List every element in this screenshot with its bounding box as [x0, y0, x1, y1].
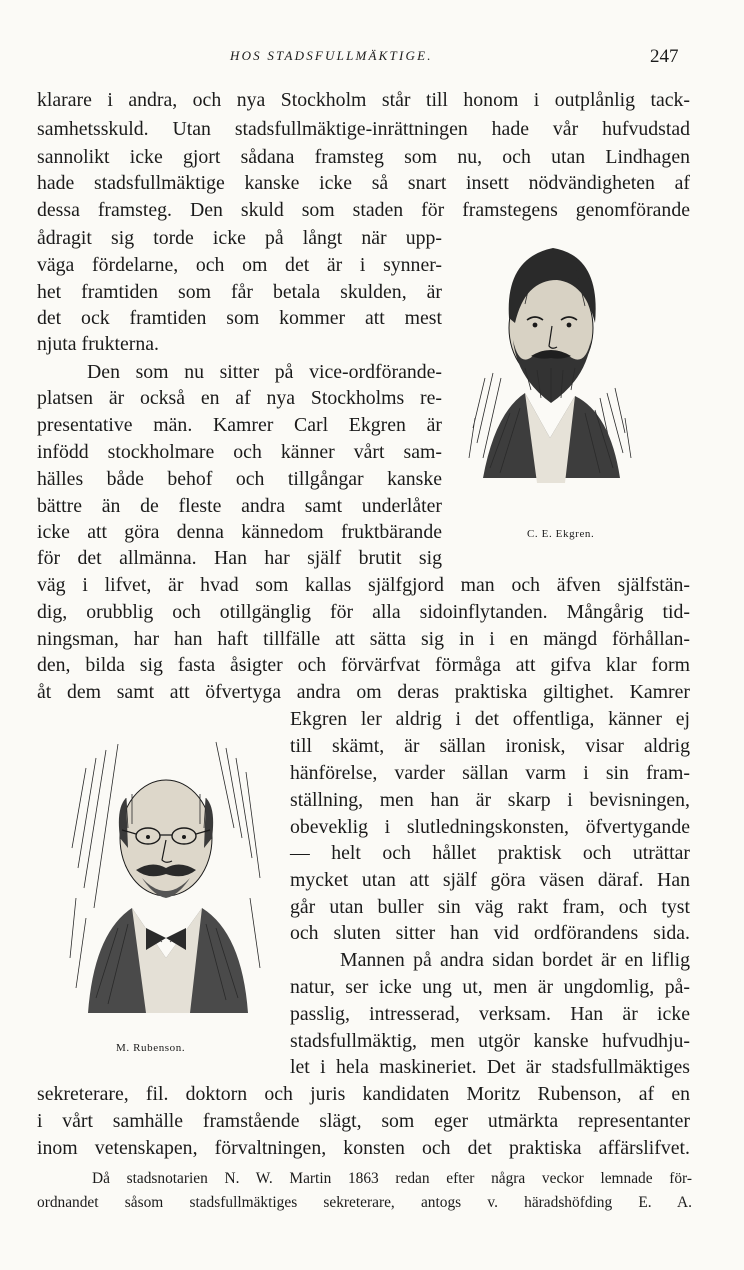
- text-line: sannolikt icke gjort sådana framsteg som nu, och utan Lindhagen: [37, 146, 690, 168]
- running-title: HOS STADSFULLMÄKTIGE.: [230, 48, 433, 63]
- rubenson-head: [119, 780, 213, 896]
- text-line: och sluten sitter han vid ordförandens sida.: [290, 922, 690, 944]
- text-line: dig, orubblig och otillgänglig för alla sidoinflytanden. Mångårig tid-: [37, 601, 690, 623]
- text-line: det ock framtiden som kommer att mest: [37, 307, 442, 329]
- text-line: går utan buller sin väg rakt fram, och tyst: [290, 896, 690, 918]
- text-line: platsen är också en af nya Stockholms re-: [37, 387, 442, 409]
- text-line: i vårt samhälle framstående slägt, som eger utmärkta representanter: [37, 1110, 690, 1132]
- text-line: sekreterare, fil. doktorn och juris kandidaten Moritz Rubenson, af en: [37, 1083, 690, 1105]
- text-line: till skämt, är sällan ironisk, visar aldrig: [290, 735, 690, 757]
- text-line: mycket utan att själf göra väsen däraf. Han: [290, 869, 690, 891]
- text-line: icke att göra denna kännedom fruktbärande: [37, 521, 442, 543]
- text-line: för det allmänna. Han har själf brutit sig: [37, 547, 442, 569]
- text-line: samhetsskuld. Utan stadsfullmäktige-inrättningen hade vår hufvudstad: [37, 118, 690, 140]
- text-line: ningsman, har han haft tillfälle att sätta sig in i en mängd förhållan-: [37, 628, 690, 650]
- ekgren-portrait-engraving: [465, 228, 635, 508]
- footnote-line: Då stadsnotarien N. W. Martin 1863 redan efter några veckor lemnade för-: [92, 1170, 692, 1187]
- text-line: njuta frukterna.: [37, 333, 159, 355]
- text-line: väg i lifvet, är hvad som kallas själfgjord man och äfven själfstän-: [37, 574, 690, 596]
- text-line: hänförelse, varder sällan varm i sin fram-: [290, 762, 690, 784]
- text-line: ställning, men han är skarp i bevisningen,: [290, 789, 690, 811]
- text-line: presentative män. Kamrer Carl Ekgren är: [37, 414, 442, 436]
- text-line: ådragit sig torde icke på långt när upp-: [37, 227, 442, 249]
- text-line: bättre än de fleste andra samt underlåter: [37, 495, 442, 517]
- rubenson-portrait-engraving: [66, 728, 266, 1020]
- rubenson-caption: M. Rubenson.: [116, 1042, 186, 1054]
- text-line: åt dem samt att öfvertyga andra om deras praktiska giltighet. Kamrer: [37, 681, 690, 703]
- ekgren-coat: [483, 393, 620, 483]
- rubenson-coat: [88, 908, 248, 1013]
- text-line: Den som nu sitter på vice-ordförande-: [87, 361, 442, 383]
- text-line: klarare i andra, och nya Stockholm står till honom i outplånlig tack-: [37, 89, 690, 111]
- text-line: — helt och hållet praktisk och uträttar: [290, 842, 690, 864]
- text-line: let i hela maskineriet. Det är stadsfullmäktiges: [290, 1056, 690, 1078]
- text-line: Mannen på andra sidan bordet är en liflig: [340, 949, 690, 971]
- text-line: obeveklig i slutledningskonsten, öfvertygande: [290, 816, 690, 838]
- ekgren-caption: C. E. Ekgren.: [527, 528, 595, 540]
- text-line: inom vetenskapen, förvaltningen, konsten och det praktiska affärslifvet.: [37, 1137, 690, 1159]
- text-line: natur, ser icke ung ut, men är ungdomlig, på-: [290, 976, 690, 998]
- footnote-line: ordnandet såsom stadsfullmäktiges sekreterare, antogs v. häradshöfding E. A.: [37, 1194, 692, 1211]
- text-line: hade stadsfullmäktige kanske icke så snart insett nödvändigheten af: [37, 172, 690, 194]
- text-line: väga fördelarne, och om det är i synner-: [37, 254, 442, 276]
- page-number: 247: [650, 46, 679, 67]
- text-line: het framtiden som får betala skulden, är: [37, 281, 442, 303]
- text-line: infödd stockholmare och känner vårt sam-: [37, 441, 442, 463]
- text-line: Ekgren ler aldrig i det offentliga, känner ej: [290, 708, 690, 730]
- text-line: stadsfullmäktig, men utgör kanske hufvudhju-: [290, 1030, 690, 1052]
- text-line: hälles både behof och tillgångar kanske: [37, 468, 442, 490]
- text-line: passlig, intresserad, verksam. Han är icke: [290, 1003, 690, 1025]
- text-line: den, bilda sig fasta åsigter och förvärfvat förmåga att gifva klar form: [37, 654, 690, 676]
- text-line: dessa framsteg. Den skuld som staden för framstegens genomförande: [37, 199, 690, 221]
